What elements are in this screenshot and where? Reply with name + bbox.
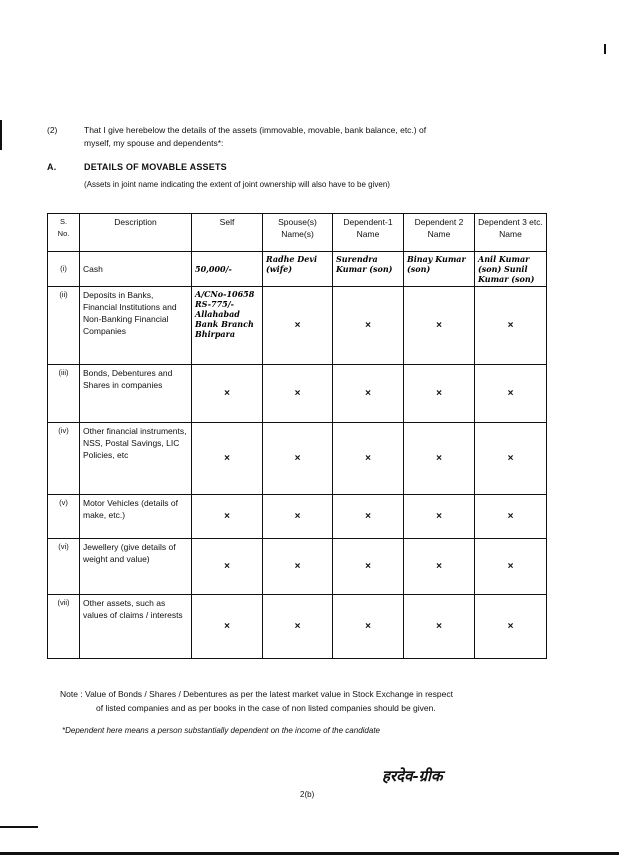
intro-number: (2)	[47, 125, 58, 135]
header-sno: S. No.	[48, 214, 80, 252]
row-dependent-3-value: ×	[475, 595, 547, 659]
row-dependent-3-value: ×	[475, 365, 547, 423]
row-dependent-3-value: ×	[475, 495, 547, 539]
row-dependent-2-value: Binay Kumar (son)	[404, 252, 475, 287]
row-dependent-1-value: ×	[333, 365, 404, 423]
row-number: (iv)	[48, 423, 80, 495]
section-letter: A.	[47, 162, 57, 172]
row-dependent-1-value: ×	[333, 539, 404, 595]
page-number: 2(b)	[300, 790, 315, 799]
row-description: Jewellery (give details of weight and value)	[80, 539, 192, 595]
row-dependent-2-value: ×	[404, 539, 475, 595]
row-description: Motor Vehicles (details of make, etc.)	[80, 495, 192, 539]
row-dependent-2-value: ×	[404, 287, 475, 365]
row-spouse-value: ×	[263, 595, 333, 659]
table-header-row	[48, 214, 547, 252]
movable-assets-table	[47, 213, 547, 659]
row-dependent-1-value: ×	[333, 423, 404, 495]
note-line-2: of listed companies and as per books in the case of non listed companies should be given.	[96, 703, 436, 713]
intro-line-1: That I give herebelow the details of the assets (immovable, movable, bank balance, etc.) of	[84, 125, 427, 135]
candidate-signature: हरदेव-ग्रीक	[382, 767, 443, 785]
section-title: DETAILS OF MOVABLE ASSETS	[84, 162, 227, 172]
table-row	[48, 495, 547, 539]
header-dependent-2: Dependent 2 Name	[404, 214, 475, 252]
row-self-value: A/CNo-10658 RS-775/- Allahabad Bank Branch Bhirpara	[192, 287, 263, 365]
intro-line-2: myself, my spouse and dependents*:	[84, 138, 224, 148]
scan-artifact-bottom-left	[0, 826, 38, 828]
scan-artifact-left	[0, 120, 2, 150]
footnote: *Dependent here means a person substantially dependent on the income of the candidate	[62, 726, 380, 735]
header-self: Self	[192, 214, 263, 252]
table-row	[48, 252, 547, 287]
row-dependent-3-value: ×	[475, 423, 547, 495]
row-dependent-1-value: Surendra Kumar (son)	[333, 252, 404, 287]
scan-artifact-right	[604, 44, 606, 54]
row-spouse-value: ×	[263, 495, 333, 539]
row-description: Other assets, such as values of claims / interests	[80, 595, 192, 659]
table-row	[48, 287, 547, 365]
note-line-1: Note : Value of Bonds / Shares / Debentures as per the latest market value in Stock Exchange in respect	[60, 689, 453, 699]
header-dependent-3: Dependent 3 etc. Name	[475, 214, 547, 252]
row-spouse-value: Radhe Devi (wife)	[263, 252, 333, 287]
table-row	[48, 423, 547, 495]
row-spouse-value: ×	[263, 287, 333, 365]
row-number: (i)	[48, 252, 80, 287]
note	[60, 687, 580, 715]
row-dependent-1-value: ×	[333, 495, 404, 539]
header-description: Description	[80, 214, 192, 252]
row-description: Cash	[80, 252, 192, 287]
intro-text	[84, 124, 584, 150]
row-self-value: 50,000/-	[192, 252, 263, 287]
row-self-value: ×	[192, 595, 263, 659]
row-self-value: ×	[192, 423, 263, 495]
row-dependent-3-value: ×	[475, 539, 547, 595]
table-row	[48, 365, 547, 423]
table-row	[48, 595, 547, 659]
row-self-value: ×	[192, 365, 263, 423]
row-number: (iii)	[48, 365, 80, 423]
table-row	[48, 539, 547, 595]
row-dependent-3-value: Anil Kumar (son) Sunil Kumar (son)	[475, 252, 547, 287]
row-dependent-3-value: ×	[475, 287, 547, 365]
row-description: Deposits in Banks, Financial Institutions and Non-Banking Financial Companies	[80, 287, 192, 365]
row-spouse-value: ×	[263, 365, 333, 423]
row-description: Bonds, Debentures and Shares in companies	[80, 365, 192, 423]
row-dependent-2-value: ×	[404, 595, 475, 659]
header-dependent-1: Dependent-1 Name	[333, 214, 404, 252]
row-dependent-2-value: ×	[404, 365, 475, 423]
row-number: (v)	[48, 495, 80, 539]
row-dependent-2-value: ×	[404, 495, 475, 539]
row-number: (ii)	[48, 287, 80, 365]
row-dependent-1-value: ×	[333, 287, 404, 365]
scan-artifact-bottom	[0, 852, 619, 855]
row-spouse-value: ×	[263, 423, 333, 495]
row-spouse-value: ×	[263, 539, 333, 595]
header-spouse: Spouse(s) Name(s)	[263, 214, 333, 252]
section-subtitle: (Assets in joint name indicating the extent of joint ownership will also have to be given)	[84, 180, 390, 189]
row-self-value: ×	[192, 495, 263, 539]
row-dependent-2-value: ×	[404, 423, 475, 495]
row-number: (vi)	[48, 539, 80, 595]
row-number: (vii)	[48, 595, 80, 659]
row-dependent-1-value: ×	[333, 595, 404, 659]
row-self-value: ×	[192, 539, 263, 595]
row-description: Other financial instruments, NSS, Postal Savings, LIC Policies, etc	[80, 423, 192, 495]
